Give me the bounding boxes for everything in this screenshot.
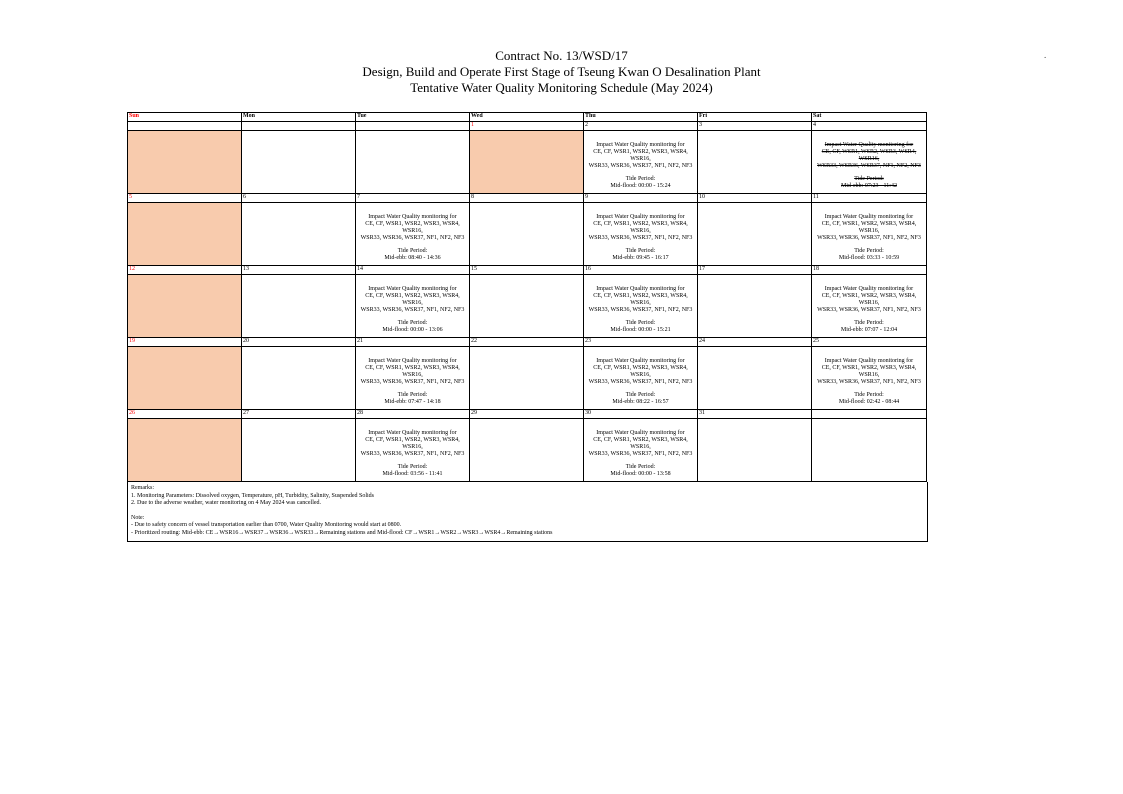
day-header-thu: Thu — [584, 113, 698, 122]
monitoring-title: Impact Water Quality monitoring for — [596, 214, 685, 220]
day-number-may1: 1 — [470, 122, 584, 131]
day-number-may30: 30 — [584, 410, 698, 419]
calendar-cell-may23 — [584, 347, 698, 410]
tide-period-value: Mid-flood: 00:00 - 13:58 — [610, 471, 671, 477]
tide-period-label: Tide Period: — [397, 248, 428, 254]
day-number — [356, 122, 470, 131]
day-number-may2: 2 — [584, 122, 698, 131]
day-number-may5: 5 — [128, 194, 242, 203]
day-header-wed: Wed — [470, 113, 584, 122]
stations-line1: CE, CF, WSR1, WSR2, WSR3, WSR4, WSR16, — [593, 293, 688, 306]
week3-number-row — [128, 266, 927, 275]
day-number-may18: 18 — [812, 266, 927, 275]
tide-period-value: Mid-flood: 02:42 - 08:44 — [838, 399, 900, 405]
day-header-mon: Mon — [242, 113, 356, 122]
tide-period-label: Tide Period: — [625, 320, 656, 326]
stations-line2: WSR33, WSR36, WSR37, NF1, NF2, NF3 — [588, 235, 693, 241]
tide-period-label: Tide Period: — [625, 392, 656, 398]
stations-line1: CE, CF, WSR1, WSR2, WSR3, WSR4, WSR16, — [821, 365, 917, 378]
stations-line2: WSR33, WSR36, WSR37, NF1, NF2, NF3 — [360, 235, 465, 241]
monitoring-entry — [812, 347, 926, 406]
monitoring-entry — [584, 419, 697, 478]
calendar-cell-empty — [242, 203, 356, 266]
monitoring-entry — [356, 203, 469, 262]
monitoring-title: Impact Water Quality monitoring for — [824, 214, 914, 220]
calendar-cell-empty — [698, 419, 812, 482]
document-title-block — [0, 48, 1123, 96]
tide-period-value: Mid-flood: 00:00 - 13:06 — [382, 327, 443, 333]
stations-line1: CE, CF, WSR1, WSR2, WSR3, WSR4, WSR16, — [365, 365, 460, 378]
tide-period-label: Tide Period: — [854, 248, 884, 254]
calendar-cell-may4-cancelled — [812, 131, 927, 194]
tide-period-label: Tide Period: — [625, 248, 656, 254]
tide-period-value: Mid-ebb: 08:40 - 14:36 — [384, 255, 441, 261]
calendar-cell-sunday-shaded — [128, 347, 242, 410]
stations-line1: CE, CF, WSR1, WSR2, WSR3, WSR4, WSR16, — [821, 221, 917, 234]
day-header-sun: Sun — [128, 113, 242, 122]
day-number-may9: 9 — [584, 194, 698, 203]
tide-period-value: Mid-ebb: 07:23 - 11:42 — [841, 183, 897, 189]
monitoring-entry — [584, 347, 697, 406]
monitoring-entry — [356, 347, 469, 406]
calendar-cell-empty — [812, 419, 927, 482]
monitoring-title: Impact Water Quality monitoring for — [368, 358, 457, 364]
day-number-may7: 7 — [356, 194, 470, 203]
tide-period-label: Tide Period: — [397, 320, 428, 326]
monitoring-title: Impact Water Quality monitoring for — [824, 142, 914, 148]
week5-number-row — [128, 410, 927, 419]
day-number-may29: 29 — [470, 410, 584, 419]
stations-line1: CE, CF, WSR1, WSR2, WSR3, WSR4, WSR16, — [821, 149, 917, 162]
day-number-may22: 22 — [470, 338, 584, 347]
day-number-may23: 23 — [584, 338, 698, 347]
remark-item: 1. Monitoring Parameters: Dissolved oxygen, Temperature, pH, Turbidity, Salinity, Suspended Solids — [131, 492, 375, 499]
tide-period-label: Tide Period: — [397, 464, 428, 470]
calendar-cell-empty — [698, 275, 812, 338]
week4-number-row — [128, 338, 927, 347]
tide-period-label: Tide Period: — [854, 392, 884, 398]
tide-period-value: Mid-ebb: 07:47 - 14:18 — [384, 399, 441, 405]
monitoring-entry — [812, 203, 926, 262]
calendar-cell-sunday-shaded — [128, 419, 242, 482]
calendar-cell-empty — [242, 275, 356, 338]
day-number-may31: 31 — [698, 410, 812, 419]
tide-period-value: Mid-flood: 03:33 - 10:59 — [838, 255, 900, 261]
tide-period-label: Tide Period: — [397, 392, 428, 398]
monitoring-entry — [812, 275, 926, 334]
calendar-cell-empty — [242, 419, 356, 482]
stations-line1: CE, CF, WSR1, WSR2, WSR3, WSR4, WSR16, — [365, 221, 460, 234]
monitoring-title: Impact Water Quality monitoring for — [824, 286, 914, 292]
monitoring-title: Impact Water Quality monitoring for — [596, 358, 685, 364]
tide-period-label: Tide Period: — [854, 320, 884, 326]
day-number-may14: 14 — [356, 266, 470, 275]
monitoring-title: Impact Water Quality monitoring for — [596, 430, 685, 436]
calendar-cell-empty — [470, 347, 584, 410]
day-number-may21: 21 — [356, 338, 470, 347]
calendar-cell-empty — [242, 347, 356, 410]
tide-period-value: Mid-flood: 00:00 - 15:21 — [610, 327, 671, 333]
day-number-may3: 3 — [698, 122, 812, 131]
monitoring-title: Impact Water Quality monitoring for — [596, 286, 685, 292]
stations-line2: WSR33, WSR36, WSR37, NF1, NF2, NF3 — [817, 235, 921, 241]
calendar-cell-empty — [698, 131, 812, 194]
stations-line1: CE, CF, WSR1, WSR2, WSR3, WSR4, WSR16, — [593, 221, 688, 234]
stations-line2: WSR33, WSR36, WSR37, NF1, NF2, NF3 — [588, 307, 693, 313]
day-number-may15: 15 — [470, 266, 584, 275]
day-number-may10: 10 — [698, 194, 812, 203]
calendar-cell-sunday-shaded — [128, 275, 242, 338]
stations-line2: WSR33, WSR36, WSR37, NF1, NF2, NF3 — [588, 379, 693, 385]
day-number — [242, 122, 356, 131]
calendar-cell-may25 — [812, 347, 927, 410]
stations-line2: WSR33, WSR36, WSR37, NF1, NF2, NF3 — [588, 451, 693, 457]
monitoring-entry — [356, 419, 469, 478]
calendar-cell-empty — [470, 419, 584, 482]
monitoring-entry — [584, 275, 697, 334]
monitoring-title: Impact Water Quality monitoring for — [368, 286, 457, 292]
day-number-may4: 4 — [812, 122, 927, 131]
day-number-may26: 26 — [128, 410, 242, 419]
day-header-sat: Sat — [812, 113, 927, 122]
tide-period-label: Tide Period: — [854, 176, 884, 182]
day-number-may28: 28 — [356, 410, 470, 419]
stations-line2: WSR33, WSR36, WSR37, NF1, NF2, NF3 — [360, 379, 465, 385]
tide-period-value: Mid-ebb: 09:45 - 16:17 — [612, 255, 669, 261]
calendar-cell-empty — [356, 131, 470, 194]
contract-number-title: Contract No. 13/WSD/17 — [495, 48, 628, 63]
calendar-cell-sunday-shaded — [128, 203, 242, 266]
remarks-heading: Remarks: — [131, 485, 154, 491]
week4-content-row — [128, 347, 927, 410]
calendar-container — [127, 112, 926, 542]
calendar-cell-empty — [698, 203, 812, 266]
stations-line2: WSR33, WSR36, WSR37, NF1, NF2, NF3 — [588, 163, 693, 169]
week5-content-row — [128, 419, 927, 482]
day-header-fri: Fri — [698, 113, 812, 122]
tide-period-label: Tide Period: — [625, 464, 656, 470]
note-item: - Prioritized routing: Mid-ebb: CE→WSR16→WSR37→WSR36→WSR33→Remaining stations and Mid-flood: CF→WSR1→WSR2→WSR3→WSR4→Remaining stations — [131, 529, 553, 536]
day-of-week-header-row — [128, 113, 927, 122]
monitoring-title: Impact Water Quality monitoring for — [824, 358, 914, 364]
calendar-cell-empty — [242, 131, 356, 194]
stations-line1: CE, CF, WSR1, WSR2, WSR3, WSR4, WSR16, — [365, 437, 460, 450]
week1-content-row — [128, 131, 927, 194]
stations-line2: WSR33, WSR36, WSR37, NF1, NF2, NF3 — [817, 379, 921, 385]
calendar-cell-may28 — [356, 419, 470, 482]
stations-line1: CE, CF, WSR1, WSR2, WSR3, WSR4, WSR16, — [821, 293, 917, 306]
week2-content-row — [128, 203, 927, 266]
stations-line2: WSR33, WSR36, WSR37, NF1, NF2, NF3 — [817, 163, 921, 169]
day-number-may24: 24 — [698, 338, 812, 347]
calendar-cell-may2 — [584, 131, 698, 194]
calendar-cell-may9 — [584, 203, 698, 266]
day-number-may25: 25 — [812, 338, 927, 347]
calendar-cell-may1-holiday-shaded — [470, 131, 584, 194]
monitoring-entry — [584, 131, 697, 190]
day-number-may13: 13 — [242, 266, 356, 275]
day-number-may17: 17 — [698, 266, 812, 275]
day-number-may27: 27 — [242, 410, 356, 419]
day-number-may19: 19 — [128, 338, 242, 347]
day-number-may11: 11 — [812, 194, 927, 203]
calendar-cell-sunday-shaded — [128, 131, 242, 194]
calendar-cell-may11 — [812, 203, 927, 266]
calendar-cell-empty — [470, 203, 584, 266]
stations-line2: WSR33, WSR36, WSR37, NF1, NF2, NF3 — [360, 451, 465, 457]
calendar-cell-empty — [470, 275, 584, 338]
monitoring-entry — [356, 275, 469, 334]
tide-period-value: Mid-flood: 00:00 - 15:24 — [610, 183, 671, 189]
week3-content-row — [128, 275, 927, 338]
stations-line2: WSR33, WSR36, WSR37, NF1, NF2, NF3 — [817, 307, 921, 313]
remark-item: 2. Due to the adverse weather, water monitoring on 4 May 2024 was cancelled. — [131, 500, 322, 506]
stray-dot-mark: . — [1044, 50, 1047, 60]
stations-line1: CE, CF, WSR1, WSR2, WSR3, WSR4, WSR16, — [593, 437, 688, 450]
monitoring-entry-cancelled — [812, 131, 926, 190]
week2-number-row — [128, 194, 927, 203]
monitoring-title: Impact Water Quality monitoring for — [368, 214, 457, 220]
schedule-title: Tentative Water Quality Monitoring Schedule (May 2024) — [410, 80, 713, 95]
day-header-tue: Tue — [356, 113, 470, 122]
calendar-cell-may21 — [356, 347, 470, 410]
day-number-may12: 12 — [128, 266, 242, 275]
day-number-may6: 6 — [242, 194, 356, 203]
day-number-may8: 8 — [470, 194, 584, 203]
monitoring-title: Impact Water Quality monitoring for — [596, 142, 685, 148]
day-number-may20: 20 — [242, 338, 356, 347]
day-number — [128, 122, 242, 131]
calendar-cell-may14 — [356, 275, 470, 338]
tide-period-label: Tide Period: — [625, 176, 656, 182]
monitoring-entry — [584, 203, 697, 262]
tide-period-value: Mid-ebb: 08:22 - 16:57 — [612, 399, 669, 405]
calendar-cell-may18 — [812, 275, 927, 338]
note-item: - Due to safety concern of vessel transportation earlier than 0700, Water Quality Monitoring would start at 0800. — [131, 522, 402, 528]
tide-period-value: Mid-flood: 03:56 - 11:41 — [382, 471, 443, 477]
calendar-cell-empty — [698, 347, 812, 410]
remarks-section — [127, 482, 928, 542]
stations-line1: CE, CF, WSR1, WSR2, WSR3, WSR4, WSR16, — [365, 293, 460, 306]
stations-line2: WSR33, WSR36, WSR37, NF1, NF2, NF3 — [360, 307, 465, 313]
tide-period-value: Mid-ebb: 07:07 - 12:04 — [840, 327, 898, 333]
day-number — [812, 410, 927, 419]
calendar-cell-may16 — [584, 275, 698, 338]
week1-number-row — [128, 122, 927, 131]
calendar-cell-may30 — [584, 419, 698, 482]
calendar-cell-may7 — [356, 203, 470, 266]
monitoring-title: Impact Water Quality monitoring for — [368, 430, 457, 436]
stations-line1: CE, CF, WSR1, WSR2, WSR3, WSR4, WSR16, — [593, 365, 688, 378]
project-name-title: Design, Build and Operate First Stage of Tseung Kwan O Desalination Plant — [362, 64, 761, 79]
day-number-may16: 16 — [584, 266, 698, 275]
note-heading: Note: — [131, 514, 145, 521]
calendar-table — [127, 112, 927, 482]
stations-line1: CE, CF, WSR1, WSR2, WSR3, WSR4, WSR16, — [593, 149, 688, 162]
